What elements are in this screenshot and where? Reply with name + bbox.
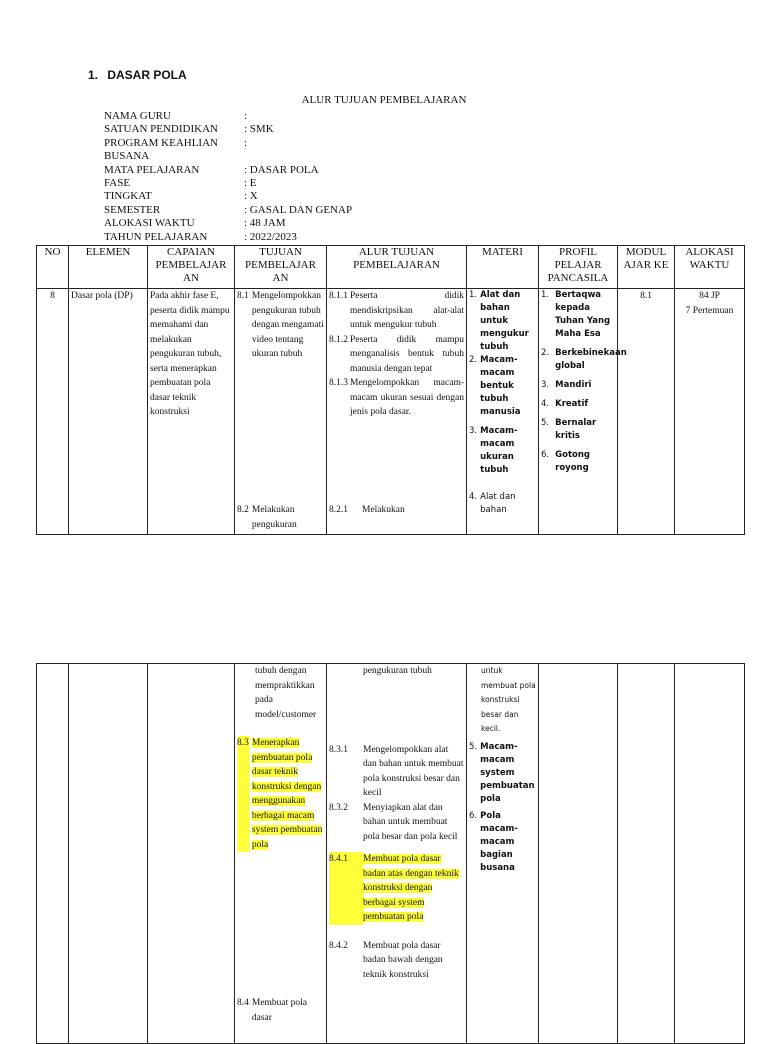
alur-number: 8.2.1	[329, 505, 348, 515]
materi-item	[469, 354, 536, 419]
meta-row	[104, 177, 352, 190]
alur-continued: pengukuran tubuh	[363, 666, 432, 676]
profil-text: Kreatif	[555, 399, 589, 409]
materi-continued: untuk membuat pola konstruksi besar dan kecil.	[481, 666, 536, 733]
alur-item	[329, 376, 464, 420]
alur-number: 8.4.2	[329, 940, 348, 951]
cell-capaian: Pada akhir fase E, peserta didik mampu memahami dan melakukan pengukuran tubuh, serta menerapkan pembuatan pola dasar teknik konstruksi	[148, 289, 235, 535]
profil-number: 6.	[541, 450, 550, 460]
cell-materi	[467, 289, 539, 535]
section-title: DASAR POLA	[107, 68, 187, 82]
tujuan-number: 8.4	[237, 998, 249, 1008]
cell-modul: 8.1	[618, 289, 675, 535]
cell-modul	[618, 664, 675, 1044]
cell-alokasi	[675, 664, 745, 1044]
header-elemen: ELEMEN	[69, 246, 148, 289]
meta-value: : E	[244, 177, 257, 190]
cell-alokasi	[675, 289, 745, 535]
materi-number: 5.	[469, 741, 478, 752]
materi-item	[469, 741, 536, 806]
tujuan-text: Melakukan pengukuran	[251, 505, 297, 530]
tujuan-continued: tubuh dengan mempraktikkan pada model/customer	[255, 666, 317, 720]
tujuan-item	[237, 503, 324, 532]
cell-no: 8	[37, 289, 69, 535]
materi-item	[469, 810, 536, 875]
cell-profil	[539, 664, 618, 1044]
materi-item	[469, 491, 536, 517]
meta-row	[104, 150, 352, 163]
alur-text: Peserta didik mampu menganalisis bentuk tubuh manusia dengan tepat	[350, 334, 464, 374]
materi-number: 2.	[469, 355, 478, 365]
tujuan-number: 8.2	[237, 505, 249, 515]
alur-text: Menyiapkan alat dan bahan untuk membuat pola besar dan pola kecil	[363, 802, 458, 842]
alur-item	[329, 333, 464, 377]
meta-row	[104, 231, 352, 244]
alokasi-jp: 84 JP	[699, 291, 720, 301]
profil-number: 1.	[541, 290, 550, 300]
alur-text: Membuat pola dasar badan bawah dengan teknik konstruksi	[363, 940, 443, 980]
header-profil: PROFIL PELAJAR PANCASILA	[539, 246, 618, 289]
tujuan-text: Menerapkan pembuatan pola dasar teknik konstruksi dengan menggunakan berbagai macam system pembuatan pola	[251, 738, 323, 850]
cell-materi	[467, 664, 539, 1044]
header-no: NO	[37, 246, 69, 289]
meta-key: TAHUN PELAJARAN	[104, 230, 208, 243]
tujuan-text: Mengelompokkan pengukuran tubuh dengan mengamati video tentang ukuran tubuh	[251, 291, 324, 359]
alur-text: Melakukan	[362, 505, 405, 515]
profil-item	[541, 347, 627, 373]
profil-item	[541, 379, 615, 392]
alur-number: 8.3.2	[329, 802, 348, 813]
meta-row	[104, 123, 352, 136]
tujuan-number: 8.3	[237, 736, 249, 852]
alur-item	[329, 743, 464, 801]
header-capaian: CAPAIAN PEMBELAJAR AN	[148, 246, 235, 289]
profil-item	[541, 398, 615, 411]
header-materi: MATERI	[467, 246, 539, 289]
profil-text: Gotong royong	[555, 450, 590, 473]
materi-text: Macam-macam bentuk tubuh manusia	[480, 355, 521, 417]
section-number: 1.	[88, 68, 99, 82]
meta-key: FASE	[104, 177, 131, 190]
materi-number: 1.	[469, 290, 478, 300]
meta-row	[104, 204, 352, 217]
profil-text: Bernalar kritis	[555, 418, 597, 441]
materi-text: Macam-macam ukuran tubuh	[480, 426, 518, 475]
meta-value: : DASAR POLA	[244, 163, 319, 176]
profil-number: 3.	[541, 380, 550, 390]
profil-text: Mandiri	[555, 380, 592, 390]
alur-number: 8.1.2	[329, 334, 348, 345]
materi-text: Macam-macam system pembuatan pola	[480, 741, 535, 804]
profil-number: 4.	[541, 399, 550, 409]
profil-item	[541, 289, 615, 341]
materi-text: Pola macam-macam bagian busana	[480, 810, 518, 873]
alur-item	[329, 939, 464, 983]
alur-text: Mengelompokkan macam-macam ukuran sesuai dengan jenis pola dasar.	[350, 378, 464, 417]
meta-row	[104, 137, 352, 150]
header-modul: MODUL AJAR KE	[618, 246, 675, 289]
section-heading	[88, 68, 187, 82]
profil-number: 2.	[541, 348, 550, 358]
alur-text: Peserta didik mendiskripsikan alat-alat untuk mengukur tubuh	[350, 291, 464, 330]
alur-number: 8.4.1	[329, 852, 363, 925]
tujuan-number: 8.1	[237, 291, 249, 301]
meta-key: BUSANA	[104, 150, 150, 163]
cell-elemen	[69, 664, 148, 1044]
meta-key: NAMA GURU	[104, 110, 171, 122]
profil-text: Berkebinekaan global	[555, 348, 627, 371]
table-row	[37, 289, 745, 535]
materi-text: Alat dan bahan	[480, 492, 516, 515]
materi-text: Alat dan bahan untuk mengukur tubuh	[480, 290, 529, 352]
cell-profil	[539, 289, 627, 535]
alur-text: Mengelompokkan alat dan bahan untuk membuat pola konstruksi besar dan kecil	[363, 744, 464, 798]
meta-key: SATUAN PENDIDIKAN	[104, 123, 218, 136]
profil-text: Bertaqwa kepada Tuhan Yang Maha Esa	[555, 290, 611, 339]
meta-row	[104, 190, 352, 203]
alur-item	[329, 801, 464, 845]
materi-number: 3.	[469, 426, 478, 436]
meta-value: : SMK	[244, 123, 274, 136]
meta-row	[104, 217, 352, 230]
cell-capaian	[148, 664, 235, 1044]
meta-value: : X	[244, 190, 258, 203]
materi-number: 6.	[469, 810, 478, 821]
cell-alur	[327, 289, 467, 535]
meta-key: MATA PELAJARAN	[104, 163, 200, 176]
header-alur: ALUR TUJUAN PEMBELAJARAN	[327, 246, 467, 289]
meta-row	[104, 110, 352, 123]
header-alokasi: ALOKASI WAKTU	[675, 246, 745, 289]
cell-tujuan	[235, 664, 327, 1044]
meta-row	[104, 164, 352, 177]
profil-item	[541, 449, 615, 475]
table-row	[37, 664, 745, 1044]
profil-item	[541, 417, 615, 443]
meta-key: PROGRAM KEAHLIAN	[104, 136, 218, 149]
alur-item	[329, 852, 464, 925]
meta-value: :	[244, 136, 248, 149]
atp-table-page-2	[36, 663, 745, 1044]
meta-value: :	[244, 110, 248, 122]
meta-key: TINGKAT	[104, 190, 152, 203]
alur-number: 8.1.1	[329, 291, 348, 301]
alur-item	[329, 289, 464, 333]
alokasi-pertemuan: 7 Pertemuan	[685, 305, 734, 316]
materi-item	[469, 289, 536, 354]
meta-value: : GASAL DAN GENAP	[244, 203, 353, 216]
alur-number: 8.3.1	[329, 744, 348, 755]
header-tujuan: TUJUAN PEMBELAJAR AN	[235, 246, 327, 289]
tujuan-item	[237, 289, 324, 362]
cell-tujuan	[235, 289, 327, 535]
atp-table-page-1	[36, 245, 745, 535]
document-title: ALUR TUJUAN PEMBELAJARAN	[301, 94, 467, 106]
meta-value: : 48 JAM	[244, 217, 286, 230]
tujuan-item	[237, 996, 324, 1025]
meta-key: ALOKASI WAKTU	[104, 217, 195, 230]
cell-no	[37, 664, 69, 1044]
materi-item	[469, 425, 536, 477]
materi-number: 4.	[469, 492, 478, 502]
profil-number: 5.	[541, 418, 550, 428]
tujuan-item	[237, 736, 324, 852]
page-2	[0, 600, 768, 1024]
alur-text: Membuat pola dasar badan atas dengan teknik konstruksi dengan berbagai system pembuatan pola	[363, 854, 459, 922]
cell-alur	[327, 664, 467, 1044]
alur-number: 8.1.3	[329, 378, 348, 388]
cell-elemen: Dasar pola (DP)	[69, 289, 148, 535]
meta-block	[104, 110, 352, 244]
tujuan-text: Membuat pola dasar	[251, 998, 308, 1023]
meta-key: SEMESTER	[104, 203, 161, 216]
header-row	[37, 246, 745, 289]
alur-item	[329, 503, 405, 518]
meta-value: : 2022/2023	[244, 230, 297, 243]
